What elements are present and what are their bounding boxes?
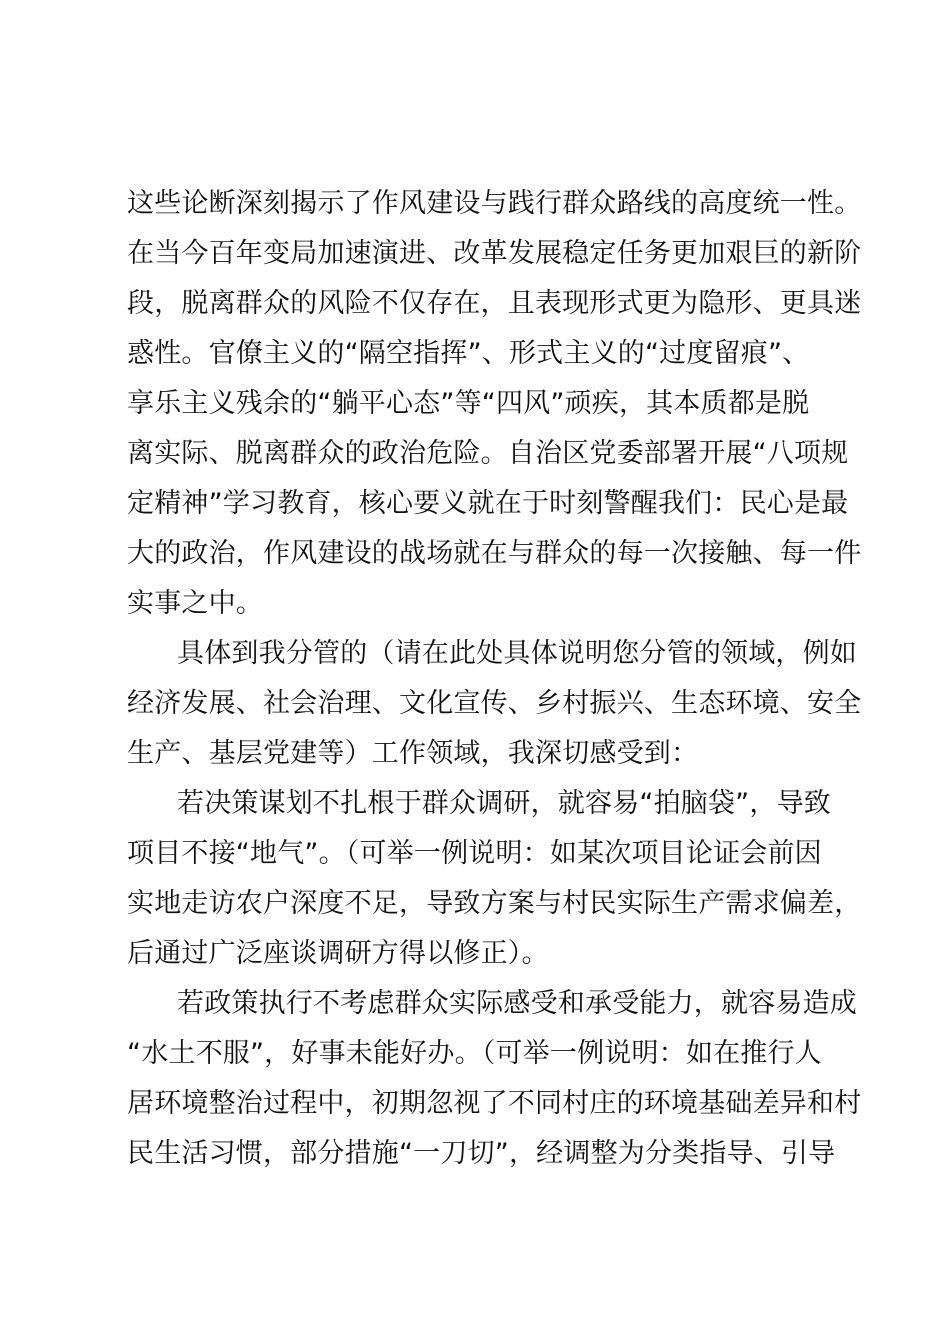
text-line: 后通过广泛座谈调研方得以修正）。 — [127, 938, 549, 969]
text-line: 项目不接“地气”。（可举一例说明：如某次项目论证会前因 — [127, 838, 822, 869]
text-line: 大的政治，作风建设的战场就在与群众的每一次接触、每一件 — [127, 538, 862, 569]
text-line: 惑性。官僚主义的“隔空指挥”、形式主义的“过度留痕”、 — [127, 338, 810, 369]
text-line: 段，脱离群众的风险不仅存在，且表现形式更为隐形、更具迷 — [127, 288, 862, 319]
text-line: 实事之中。 — [127, 588, 263, 619]
text-line: 离实际、脱离群众的政治危险。自治区党委部署开展“八项规 — [127, 438, 849, 469]
text-line: 实地走访农户深度不足，导致方案与村民实际生产需求偏差， — [127, 888, 862, 919]
text-line: 居环境整治过程中，初期忽视了不同村庄的环境基础差异和村 — [127, 1088, 862, 1119]
text-line: 经济发展、社会治理、文化宣传、乡村振兴、生态环境、安全 — [127, 688, 862, 719]
text-line: 享乐主义残余的“躺平心态”等“四风”顽疾，其本质都是脱 — [127, 388, 810, 419]
text-line: 这些论断深刻揭示了作风建设与践行群众路线的高度统一性。 — [127, 188, 862, 219]
text-line: 生产、基层党建等）工作领域，我深切感受到： — [127, 738, 699, 769]
text-line: 定精神”学习教育，核心要义就在于时刻警醒我们：民心是最 — [127, 488, 849, 519]
text-line: 若政策执行不考虑群众实际感受和承受能力，就容易造成 — [177, 988, 857, 1019]
text-line: 民生活习惯，部分措施“一刀切”，经调整为分类指导、引导 — [127, 1138, 836, 1169]
text-line: “水土不服”，好事未能好办。（可举一例说明：如在推行人 — [127, 1038, 822, 1069]
text-line: 具体到我分管的（请在此处具体说明您分管的领域，例如 — [177, 638, 857, 669]
text-line: 若决策谋划不扎根于群众调研，就容易“拍脑袋”，导致 — [177, 788, 831, 819]
text-line: 在当今百年变局加速演进、改革发展稳定任务更加艰巨的新阶 — [127, 238, 862, 269]
